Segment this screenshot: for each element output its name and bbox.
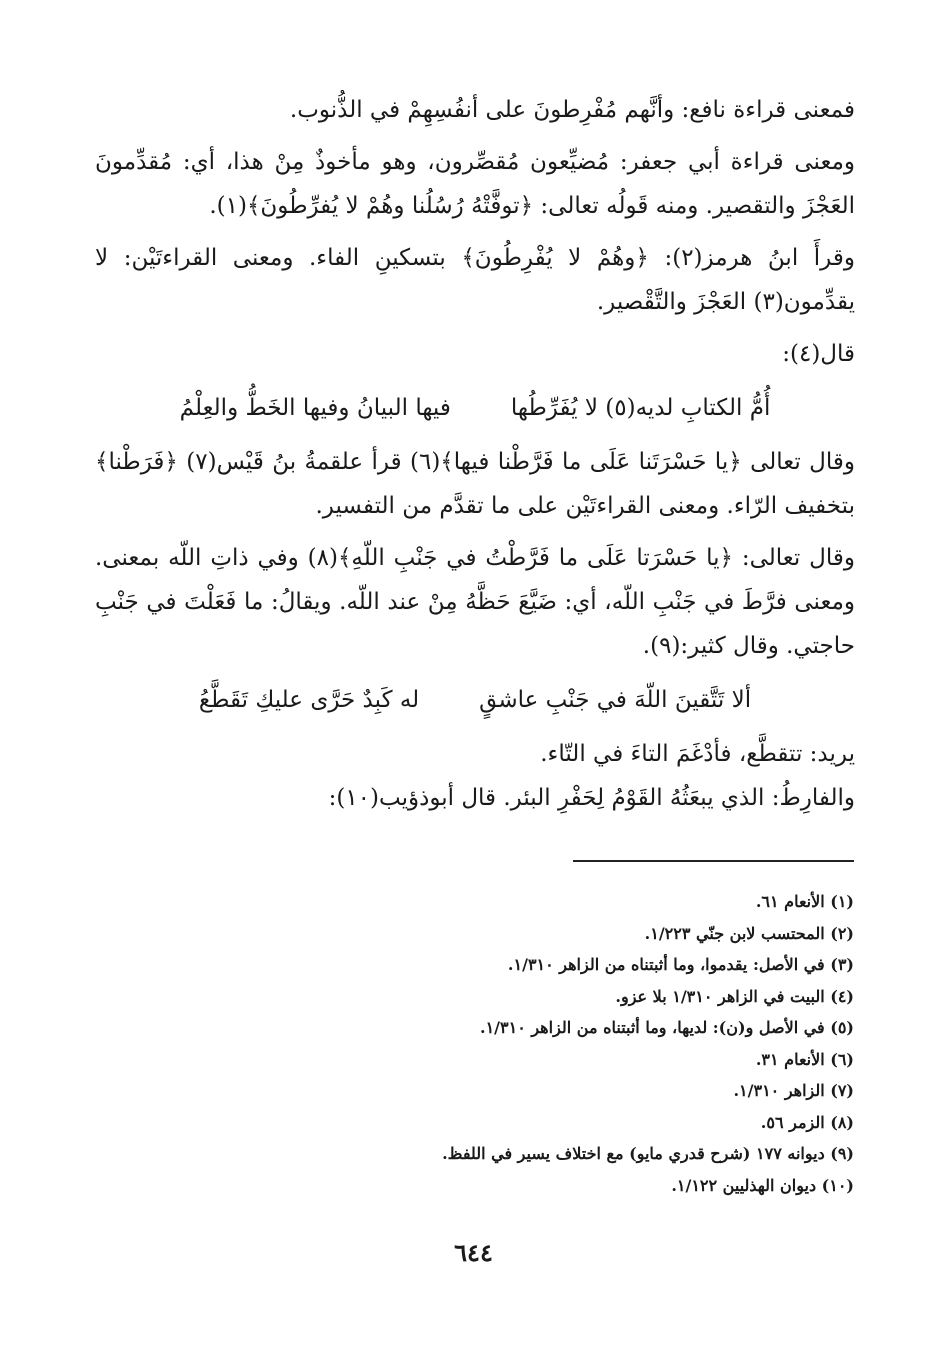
poetry-verse-2 — [95, 678, 855, 722]
paragraph-idgham-note: يريد: تتقطَّع، فأدْغَمَ التاءَ في التّاء. — [540, 741, 855, 767]
paragraph-janb-allah: وقال تعالى: ﴿يا حَسْرَتا عَلَى ما فَرَّطْتُ في جَنْبِ اللّهِ﴾(٨) وفي ذاتِ اللّه بمعنى. ومعنى فرَّطَ في جَنْبِ اللّه، أي: ضَيَّعَ حَظَّهُ مِنْ عند اللّه. ويقالُ: ما فَعَلْتَ في جَنْبِ حاجتي. وقال كثير:(٩). — [95, 545, 855, 659]
paragraph-ibn-hurmuz-reading: وقرأَ ابنُ هرمز(٢): ﴿وهُمْ لا يُفْرِطُونَ﴾ بتسكينِ الفاء. ومعنى القراءتَيْن: لا يقدِّمون(٣) العَجْزَ والتَّقْصير. — [95, 245, 855, 315]
footnote-item: (٦) الأنعام ٣١. — [755, 1049, 854, 1069]
page-number: ٦٤٤ — [454, 1238, 493, 1267]
verse-2-first-hemistich: ألا تَتَّقينَ اللّهَ في جَنْبِ عاشقٍ — [479, 687, 752, 713]
footnote-item: (١) الأنعام ٦١. — [755, 892, 854, 911]
footnote-item: (٤) البيت في الزاهر ١/٣١٠ بلا عزو. — [615, 986, 854, 1006]
verse-1-second-hemistich: فيها البيانُ وفيها الخَطُّ والعِلْمُ — [179, 395, 451, 421]
paragraph-poet-intro: قال(٤): — [782, 341, 855, 367]
footnote-item: (٥) في الأصل و(ن): لديها، وما أثبتناه من الزاهر ١/٣١٠. — [479, 1018, 854, 1037]
poetry-verse-1 — [95, 386, 855, 430]
paragraph-alqama-reading: وقال تعالى ﴿يا حَسْرَتَنا عَلَى ما فَرَّطْنا فيها﴾(٦) قرأ علقمةُ بنُ قَيْس(٧) ﴿فَرَطْنا﴾ بتخفيف الرّاء. ومعنى القراءتَيْن على ما تقدَّم من التفسير. — [95, 449, 855, 519]
footnote-separator — [573, 860, 854, 862]
footnote-item: (٩) ديوانه ١٧٧ (شرح قدري مايو) مع اختلاف يسير في اللفظ. — [442, 1144, 854, 1163]
footnote-item: (٧) الزاهر ١/٣١٠. — [733, 1081, 854, 1100]
footnotes-list — [380, 886, 854, 1201]
footnote-item: (١٠) ديوان الهذليين ١/١٢٢. — [671, 1175, 854, 1195]
footnote-item: (٣) في الأصل: يقدموا، وما أثبتناه من الزاهر ١/٣١٠. — [507, 955, 854, 974]
footnote-item: (٨) الزمر ٥٦. — [760, 1112, 854, 1132]
verse-1-first-hemistich: أُمُّ الكتابِ لديه(٥) لا يُفَرِّطُها — [510, 395, 771, 421]
paragraph-nafi-reading: فمعنى قراءة نافع: وأنَّهم مُفْرِطونَ على أنفُسِهِمْ في الذُّنوب. — [289, 97, 855, 123]
paragraph-abu-jafar-reading: ومعنى قراءة أبي جعفر: مُضيِّعون مُقصِّرون، وهو مأخوذٌ مِنْ هذا، أي: مُقدِّمونَ العَجْزَ والتقصير. ومنه قَولُه تعالى: ﴿توفَّتْهُ رُسُلُنا وهُمْ لا يُفرِّطُونَ﴾(١). — [95, 149, 855, 219]
footnote-item: (٢) المحتسب لابن جنّي ١/٢٢٣. — [644, 923, 854, 943]
verse-2-second-hemistich: له كَبِدٌ حَرَّى عليكِ تَقَطَّعُ — [198, 687, 420, 713]
paragraph-farit-definition: والفارِطُ: الذي يبعَثُهُ القَوْمُ لِحَفْرِ البئر. قال أبوذؤيب(١٠): — [328, 785, 855, 811]
main-text — [95, 88, 855, 820]
